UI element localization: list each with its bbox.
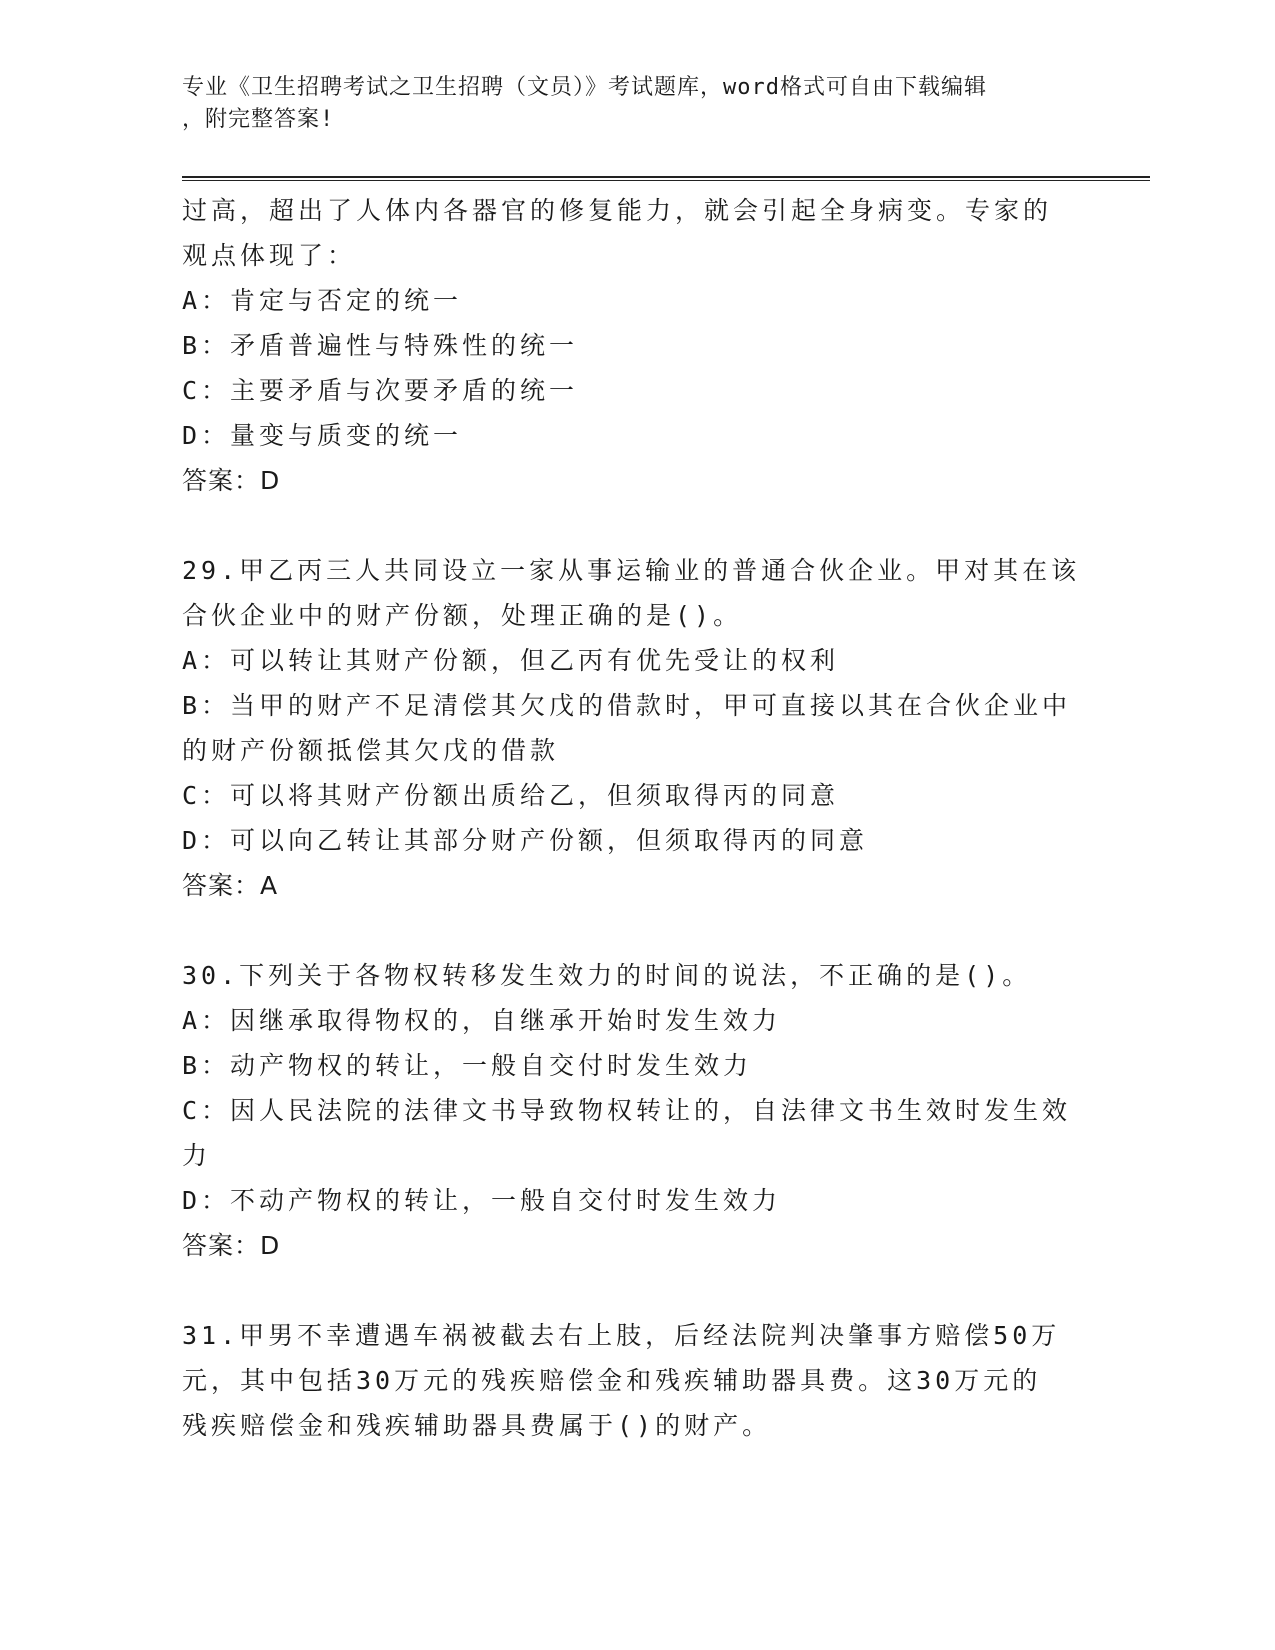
option-a: A：可以转让其财产份额，但乙丙有优先受让的权利 bbox=[182, 646, 840, 675]
question-30 bbox=[182, 953, 1082, 1268]
question-continued bbox=[182, 188, 1082, 503]
spacer bbox=[182, 503, 1082, 548]
question-29 bbox=[182, 548, 1082, 908]
question-stem-line: 29.甲乙丙三人共同设立一家从事运输业的普通合伙企业。甲对其在该 bbox=[182, 556, 1081, 585]
question-stem-line: 观点体现了： bbox=[182, 241, 357, 270]
spacer bbox=[182, 1268, 1082, 1313]
option-a: A：因继承取得物权的，自继承开始时发生效力 bbox=[182, 1006, 782, 1035]
answer-line: 答案：D bbox=[182, 1231, 281, 1260]
option-c: C：可以将其财产份额出质给乙，但须取得丙的同意 bbox=[182, 781, 840, 810]
question-stem-line: 过高，超出了人体内各器官的修复能力，就会引起全身病变。专家的 bbox=[182, 196, 1053, 225]
option-b: B：动产物权的转让，一般自交付时发生效力 bbox=[182, 1051, 753, 1080]
option-b: B：矛盾普遍性与特殊性的统一 bbox=[182, 331, 579, 360]
header-line-1: 专业《卫生招聘考试之卫生招聘（文员）》考试题库，word格式可自由下载编辑 bbox=[182, 75, 987, 100]
option-d: D：可以向乙转让其部分财产份额，但须取得丙的同意 bbox=[182, 826, 869, 855]
question-list bbox=[182, 188, 1082, 1448]
spacer bbox=[182, 908, 1082, 953]
question-31 bbox=[182, 1313, 1082, 1448]
answer-line: 答案：D bbox=[182, 466, 281, 495]
option-c: C：因人民法院的法律文书导致物权转让的，自法律文书生效时发生效 bbox=[182, 1096, 1072, 1125]
question-stem-line: 30.下列关于各物权转移发生效力的时间的说法，不正确的是()。 bbox=[182, 961, 1032, 990]
option-d: D：量变与质变的统一 bbox=[182, 421, 463, 450]
question-stem-line: 残疾赔偿金和残疾辅助器具费属于()的财产。 bbox=[182, 1411, 772, 1440]
question-stem-line: 合伙企业中的财产份额，处理正确的是()。 bbox=[182, 601, 743, 630]
header-divider bbox=[182, 176, 1150, 181]
question-stem-line: 元，其中包括30万元的残疾赔偿金和残疾辅助器具费。这30万元的 bbox=[182, 1366, 1042, 1395]
option-c-continued: 力 bbox=[182, 1141, 212, 1170]
option-d: D：不动产物权的转让，一般自交付时发生效力 bbox=[182, 1186, 782, 1215]
option-a: A：肯定与否定的统一 bbox=[182, 286, 463, 315]
answer-line: 答案：A bbox=[182, 871, 279, 900]
question-stem-line: 31.甲男不幸遭遇车祸被截去右上肢，后经法院判决肇事方赔偿50万 bbox=[182, 1321, 1061, 1350]
option-c: C：主要矛盾与次要矛盾的统一 bbox=[182, 376, 579, 405]
header-line-2: ，附完整答案! bbox=[182, 107, 335, 132]
option-b-continued: 的财产份额抵偿其欠戊的借款 bbox=[182, 736, 560, 765]
option-b: B：当甲的财产不足清偿其欠戊的借款时，甲可直接以其在合伙企业中 bbox=[182, 691, 1072, 720]
document-header bbox=[182, 72, 1062, 136]
